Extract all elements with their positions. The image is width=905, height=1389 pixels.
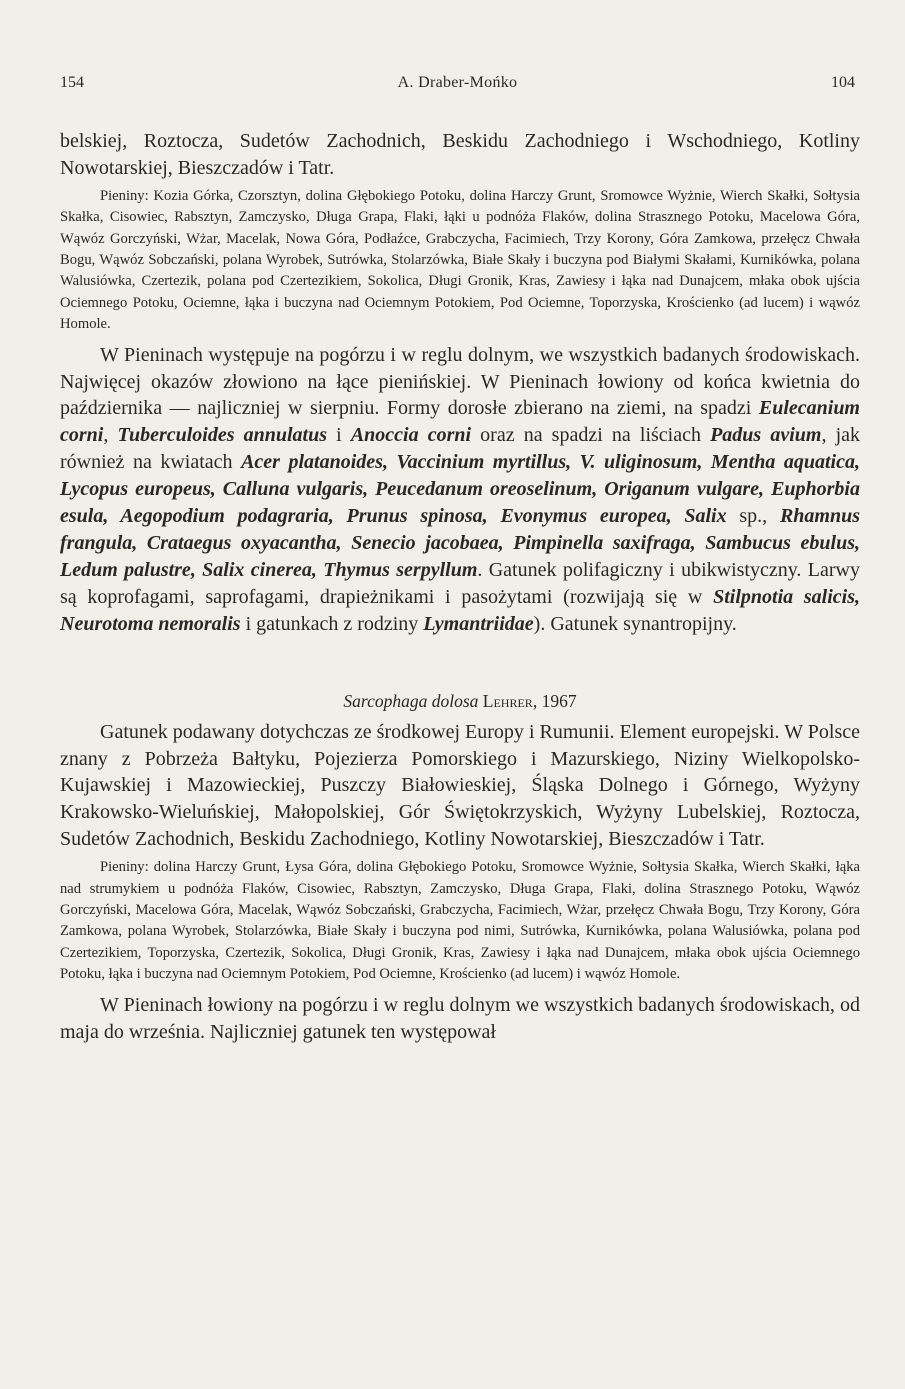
running-title: A. Draber-Mońko bbox=[397, 74, 518, 91]
page-number-right: 104 bbox=[831, 74, 855, 91]
species-name: Sarcophaga dolosa bbox=[343, 690, 479, 711]
paragraph-ecology-1: W Pieninach występuje na pogórzu i w reglu dolnym, we wszystkich badanych środowiskach. Najwięcej okazów złowiono na łące pienińskiej. W Pieninach łowiony od końca kwietnia do października — najliczniej w sierpniu. Formy dorosłe zbierano na ziemi, na spadzi Eulecanium corni, Tuberculoides annulatus i Anoccia corni oraz na spadzi na liściach Padus avium, jak również na kwiatach Acer platanoides, Vaccinium myrtillus, V. uliginosum, Mentha aquatica, Lycopus europeus, Calluna vulgaris, Peucedanum oreoselinum, Origanum vulgare, Euphorbia esula, Aegopodium podagraria, Prunus spinosa, Evonymus europea, Salix sp., Rhamnus frangula, Crataegus oxyacantha, Senecio jacobaea, Pimpinella saxifraga, Sambucus ebulus, Ledum palustre, Salix cinerea, Thymus serpyllum. Gatunek polifagiczny i ubikwistyczny. Larwy są koprofagami, saprofagami, drapieżnikami i pasożytami (rozwijają się w Stilpnotia salicis, Neurotoma nemoralis i gatunkach z rodziny Lymantriidae). Gatunek synantropijny. bbox=[60, 343, 861, 635]
plant-list-italic: Acer platanoides, Vaccinium myrtillus, V. uliginosum, Mentha aquatica, Lycopus europeus, Calluna vulgaris, Peucedanum oreoselinum, Origanum vulgare, Euphorbia esula, Aegopodium podagraria, Prunus spinosa, Evonymus europea, Salix bbox=[60, 451, 860, 528]
plant-list-italic: Rhamnus frangula, Crataegus oxyacantha, Senecio jacobaea, Pimpinella saxifraga, Sambucus ebulus, Ledum palustre, Salix cinerea, Thymus serpyllum bbox=[60, 505, 860, 581]
species-italic: Anoccia corni bbox=[350, 424, 472, 447]
species-author: Lehrer bbox=[482, 690, 533, 711]
paragraph-distribution-end: belskiej, Roztocza, Sudetów Zachodnich, Beskidu Zachodniego i Wschodniego, Kotliny Nowotarskiej, Bieszczadów i Tatr. bbox=[60, 130, 860, 179]
paragraph-distribution-2: Gatunek podawany dotychczas ze środkowej Europy i Rumunii. Element europejski. W Polsce znany z Pobrzeża Bałtyku, Pojezierza Pomorskiego i Mazurskiego, Niziny Wielkopolsko-Kujawskiej i Mazowieckiej, Puszczy Białowieskiej, Śląska Dolnego i Górnego, Wyżyny Krakowsko-Wieluńskiej, Małopolskiej, Gór Świętokrzyskich, Wyżyny Lubelskiej, Roztocza, Sudetów Zachodnich, Beskidu Zachodniego, Kotliny Nowotarskiej, Bieszczadów i Tatr. bbox=[60, 720, 860, 851]
species-italic: Tuberculoides annulatus bbox=[117, 424, 328, 447]
paragraph-pieniny-localities-2: Pieniny: dolina Harczy Grunt, Łysa Góra, dolina Głębokiego Potoku, Sromowce Wyżnie, Sołtysia Skałka, Wierch Skałki, łąka nad strumykiem u podnóża Flaków, Cisowiec, Rabsztyn, Zamczysko, Długa Grapa, Flaki, dolina Strasznego Potoku, Wąwóz Gorczyński, Macelowa Góra, Macelak, Wąwóz Sobczański, Grabczycha, Facimiech, Wżar, przełęcz Chwała Bogu, Trzy Korony, Góra Zamkowa, polana Wyrobek, Stolarzówka, Białe Skały i buczyna pod nimi, Sutrówka, Kurnikówka, polana Walusiówka, polana pod Czertezikiem, Toporzyska, Czertezik, Sokolica, Długi Gronik, Kras, Zawiesy i łąka nad Dunajcem, młaka obok ujścia Ociemnego Potoku, łąka i buczyna nad Ociemnym Potokiem, Pod Ociemne, Krościenko (ad lucem) i wąwóz Homole. bbox=[60, 859, 860, 983]
species-year: , 1967 bbox=[532, 690, 577, 711]
host-species-italic: Stilpnotia salicis, Neurotoma nemoralis bbox=[60, 585, 860, 635]
species-italic: Padus avium bbox=[710, 424, 822, 447]
family-italic: Lymantriidae bbox=[423, 612, 534, 635]
species-italic: Eulecanium corni bbox=[60, 397, 860, 447]
page-number-left: 154 bbox=[60, 74, 84, 91]
paragraph-pieniny-localities-1: Pieniny: Kozia Górka, Czorsztyn, dolina Głębokiego Potoku, dolina Harczy Grunt, Sromowce Wyżnie, Wierch Skałki, Sołtysia Skałka, Cisowiec, Rabsztyn, Zamczysko, Długa Grapa, Flaki, łąki u podnóża Flaków, dolina Strasznego Potoku, Macelowa Góra, Wąwóz Gorczyński, Wżar, Macelak, Nowa Góra, Podłaźce, Grabczycha, Facimiech, Trzy Korony, Góra Zamkowa, przełęcz Chwała Bogu, Wąwóz Sobczański, polana Wyrobek, Sutrówka, Stolarzówka, Białe Skały i buczyna pod Białymi Skałami, Kurnikówka, polana Walusiówka, Czertezik, polana pod Czertezikiem, Sokolica, Długi Gronik, Kras, Zawiesy i łąka nad Dunajcem, młaka obok ujścia Ociemnego Potoku, Ociemne, łąka i buczyna nad Ociemnym Potokiem, Pod Ociemne, Toporzyska, Krościenko (ad lucem) i wąwóz Homole. bbox=[60, 187, 860, 333]
species-heading bbox=[60, 689, 860, 713]
body-text bbox=[60, 128, 860, 1045]
paragraph-ecology-2: W Pieninach łowiony na pogórzu i w reglu dolnym we wszystkich badanych środowiskach, od maja do września. Najliczniej gatunek ten występował bbox=[60, 993, 860, 1043]
running-header bbox=[60, 74, 855, 100]
